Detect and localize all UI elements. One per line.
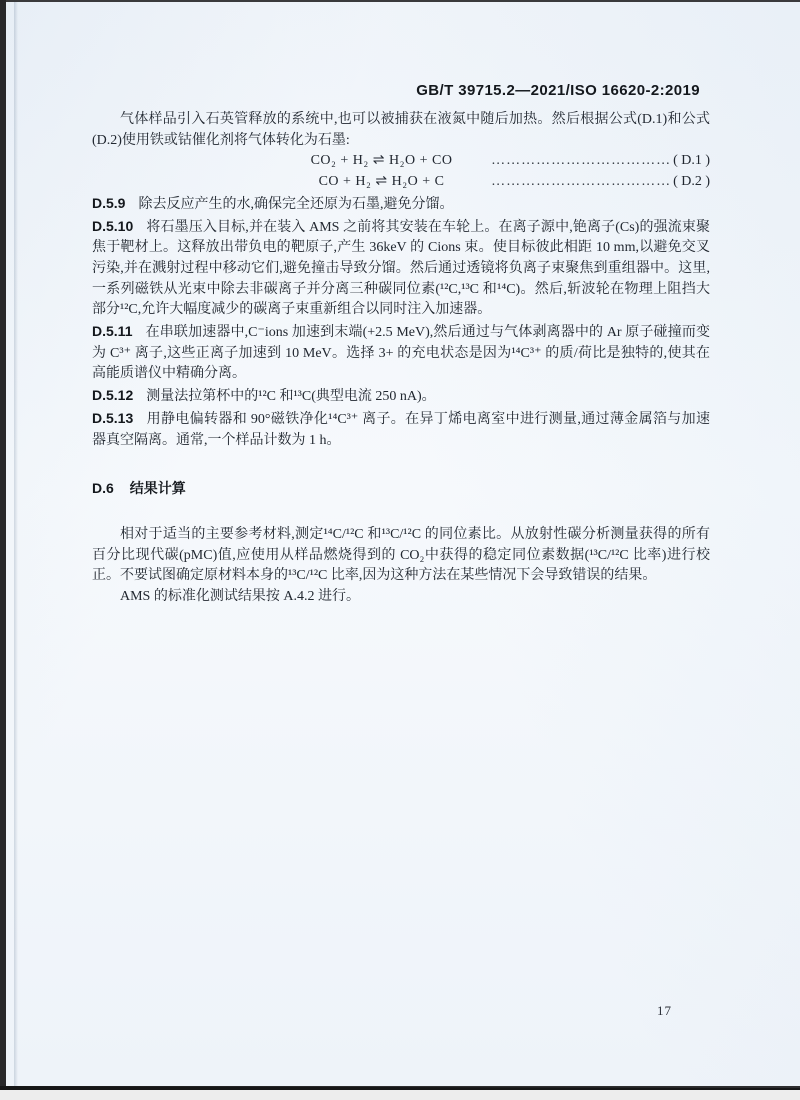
result-paragraph: 相对于适当的主要参考材料,测定¹⁴C/¹²C 和¹³C/¹²C 的同位素比。从放射性碳分析测量获得的所有百分比现代碳(pMC)值,应使用从样品燃烧得到的 CO₂中获得的稳定同位素数据(¹³C/¹²C 比率)进行校正。不要试图确定原材料本身的¹³C/¹²C 比率,因为这种方法在某些情况下会导致错误的结果。 (92, 526, 710, 584)
clause-text: 用静电偏转器和 90°磁铁净化¹⁴C³⁺ 离子。在异丁烯电离室中进行测量,通过薄金属箔与加速器真空隔离。通常,一个样品计数为 1 h。 (92, 411, 710, 448)
equation-formula: CO₂ + H₂ ⇌ H₂O + CO (310, 153, 453, 169)
equation-label: ( D.1 ) (673, 153, 710, 169)
equation-label: ( D.2 ) (673, 174, 710, 190)
clause-id: D.5.11 (92, 323, 133, 340)
intro-paragraph: 气体样品引入石英管释放的系统中,也可以被捕获在液氮中随后加热。然后根据公式(D.1)和公式(D.2)使用铁或钴催化剂将气体转化为石墨: (92, 112, 710, 148)
equation-row (92, 151, 710, 172)
scan-bottom-background (0, 1090, 800, 1100)
equation-formula: CO + H₂ ⇌ H₂O + C (318, 174, 445, 190)
clause-id: D.5.12 (92, 387, 134, 404)
result-paragraph: AMS 的标准化测试结果按 A.4.2 进行。 (120, 589, 360, 605)
running-header: GB/T 39715.2—2021/ISO 16620-2:2019 (416, 82, 700, 99)
page-content (92, 110, 710, 608)
equation-leader: ……………………………… (491, 174, 672, 190)
document-page (6, 2, 800, 1086)
section-title: 结果计算 (129, 480, 186, 497)
clause-d5-11 (92, 321, 710, 385)
equation-tail (491, 151, 710, 172)
clause-id: D.5.9 (92, 194, 126, 211)
page-number: 17 (657, 1003, 672, 1018)
clause-text: 测量法拉第杯中的¹²C 和¹³C(典型电流 250 nA)。 (146, 389, 436, 405)
clause-d5-9 (92, 193, 710, 216)
section-heading-d6 (92, 478, 710, 501)
page-crease (14, 2, 18, 1086)
clause-text: 除去反应产生的水,确保完全还原为石墨,避免分馏。 (138, 196, 454, 212)
equation-tail (491, 172, 710, 193)
clause-d5-13 (92, 408, 710, 451)
clause-text: 在串联加速器中,C⁻ions 加速到末端(+2.5 MeV),然后通过与气体剥离器中的 Ar 原子碰撞而变为 C³⁺ 离子,这些正离子加速到 10 MeV。选择 3+ 的充电状态是因为¹⁴C³⁺ 的质/荷比是独特的,使其在高能质谱仪中精确分离。 (92, 325, 710, 382)
clause-d5-10 (92, 216, 710, 322)
clause-id: D.5.10 (92, 217, 134, 234)
equation-row (92, 172, 710, 193)
clause-d5-12 (92, 385, 710, 408)
equation-leader: ……………………………… (491, 153, 672, 169)
section-id: D.6 (92, 480, 114, 497)
clause-text: 将石墨压入目标,并在装入 AMS 之前将其安装在车轮上。在离子源中,铯离子(Cs)的强流束聚焦于靶材上。这释放出带负电的靶原子,产生 36keV 的 Cions 束。使目标彼此相距 10 mm,以避免交叉污染,并在溅射过程中移动它们,避免撞击导致分馏。然后通过透镜将负离子束聚焦到重组器中。这里,一系列磁铁从光束中除去非碳离子并分离三种碳同位素(¹²C,¹³C 和¹⁴C)。然后,斩波轮在物理上阻挡大部分¹²C,允许大幅度减少的碳离子束重新组合以同时注入加速器。 (92, 219, 710, 318)
clause-id: D.5.13 (92, 409, 134, 426)
